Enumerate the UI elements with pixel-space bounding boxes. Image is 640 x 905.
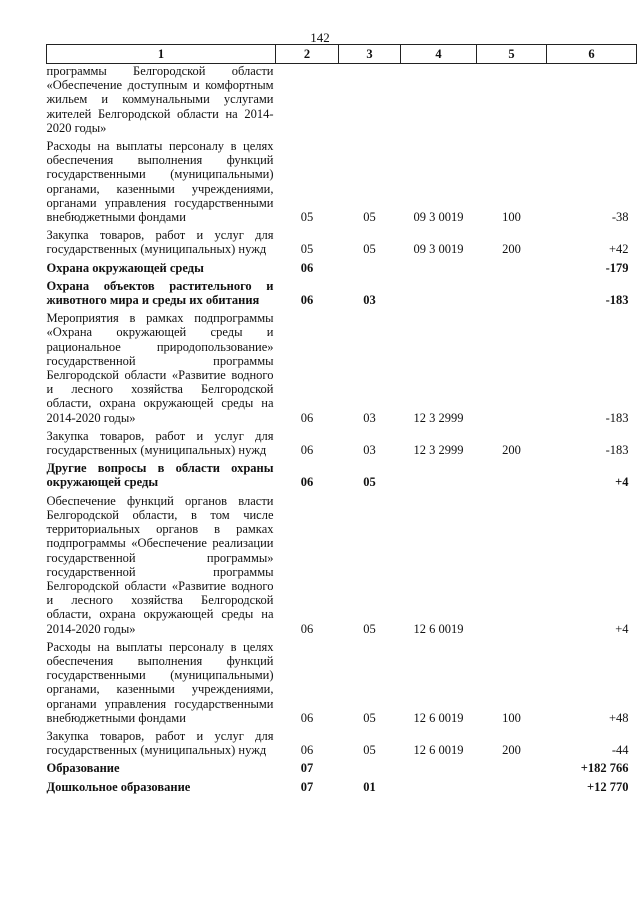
amount-change: +4 bbox=[615, 475, 629, 490]
table-row bbox=[47, 457, 637, 489]
expense-type-code bbox=[477, 776, 547, 794]
subsection-code: 05 bbox=[363, 210, 376, 225]
amount-change: -38 bbox=[611, 210, 629, 225]
subsection-code: 01 bbox=[363, 779, 376, 794]
table-row bbox=[47, 307, 637, 425]
table-row bbox=[47, 224, 637, 256]
header-col-6: 6 bbox=[547, 45, 637, 64]
target-article-code: 12 3 2999 bbox=[413, 443, 464, 458]
subsection-code: 05 bbox=[363, 242, 376, 257]
budget-table bbox=[46, 44, 637, 794]
amount-change: +182 766 bbox=[580, 761, 629, 776]
subsection-code: 03 bbox=[363, 410, 376, 425]
expense-type-code bbox=[477, 275, 547, 307]
row-name: Обеспечение функций органов власти Белгородской области, в том числе территориальных органов в рамках подпрограммы «Обеспечение реализации государственной программы» государственной программы Белгородской области «Развитие водного и лесного хозяйства Белгородской области, охрана окружающей среды на 2014-2020 годы» bbox=[46, 493, 274, 636]
target-article-code bbox=[401, 776, 477, 794]
header-col-4: 4 bbox=[401, 45, 477, 64]
table-header-row bbox=[47, 45, 637, 64]
section-code: 06 bbox=[300, 475, 314, 490]
row-name: Охрана окружающей среды bbox=[46, 260, 204, 275]
target-article-code bbox=[401, 457, 477, 489]
target-article-code bbox=[401, 257, 477, 275]
section-code: 06 bbox=[300, 710, 314, 725]
amount-change: -183 bbox=[605, 293, 629, 308]
section-code bbox=[276, 64, 339, 136]
header-col-2: 2 bbox=[276, 45, 339, 64]
target-article-code: 12 6 0019 bbox=[413, 743, 464, 758]
amount-change: +48 bbox=[608, 710, 629, 725]
subsection-code bbox=[339, 64, 401, 136]
row-name: Закупка товаров, работ и услуг для государственных (муниципальных) нужд bbox=[46, 728, 274, 758]
section-code: 05 bbox=[300, 210, 314, 225]
row-name: Закупка товаров, работ и услуг для государственных (муниципальных) нужд bbox=[46, 228, 274, 257]
section-code: 07 bbox=[300, 761, 314, 776]
section-code: 07 bbox=[300, 779, 314, 794]
row-name: Дошкольное образование bbox=[46, 779, 191, 794]
expense-type-code bbox=[477, 307, 547, 425]
section-code: 06 bbox=[300, 260, 314, 275]
expense-type-code: 200 bbox=[502, 242, 521, 257]
header-col-1: 1 bbox=[47, 45, 276, 64]
subsection-code: 05 bbox=[363, 621, 376, 636]
expense-type-code: 100 bbox=[502, 210, 521, 225]
section-code: 06 bbox=[300, 443, 314, 458]
section-code: 06 bbox=[300, 621, 314, 636]
table-row bbox=[47, 776, 637, 794]
table-row bbox=[47, 135, 637, 224]
row-name: программы Белгородской области «Обеспечение доступным и комфортным жильем и коммунальными услугами жителей Белгородской области на 2014-2020 годы» bbox=[46, 64, 274, 135]
table-row bbox=[47, 275, 637, 307]
expense-type-code: 100 bbox=[502, 710, 521, 725]
target-article-code: 12 6 0019 bbox=[413, 710, 464, 725]
table-row bbox=[47, 490, 637, 636]
amount-change: -183 bbox=[605, 410, 629, 425]
target-article-code: 09 3 0019 bbox=[413, 242, 464, 257]
target-article-code bbox=[401, 757, 477, 775]
table-row bbox=[47, 725, 637, 757]
subsection-code bbox=[339, 257, 401, 275]
section-code: 06 bbox=[300, 410, 314, 425]
page-number: 142 bbox=[310, 30, 330, 45]
target-article-code: 12 6 0019 bbox=[413, 621, 464, 636]
row-name: Мероприятия в рамках подпрограммы «Охрана окружающей среды и рациональное природопользование» государственной программы Белгородской области «Развитие водного и лесного хозяйства Белгородской области, охрана окружающей среды на 2014-2020 годы» bbox=[46, 311, 274, 425]
amount-change: +12 770 bbox=[587, 779, 629, 794]
section-code: 05 bbox=[300, 242, 314, 257]
table-row bbox=[47, 636, 637, 725]
expense-type-code bbox=[477, 257, 547, 275]
expense-type-code bbox=[477, 757, 547, 775]
amount-change bbox=[547, 64, 637, 136]
table-row bbox=[47, 425, 637, 457]
header-col-3: 3 bbox=[339, 45, 401, 64]
table-row bbox=[47, 757, 637, 775]
target-article-code bbox=[401, 64, 477, 136]
table-row bbox=[47, 64, 637, 136]
header-col-5: 5 bbox=[477, 45, 547, 64]
expense-type-code bbox=[477, 457, 547, 489]
target-article-code: 12 3 2999 bbox=[413, 410, 464, 425]
expense-type-code bbox=[477, 64, 547, 136]
row-name: Образование bbox=[46, 761, 120, 776]
amount-change: +4 bbox=[615, 621, 629, 636]
target-article-code: 09 3 0019 bbox=[413, 210, 464, 225]
subsection-code: 05 bbox=[363, 710, 376, 725]
amount-change: +42 bbox=[608, 242, 629, 257]
expense-type-code: 200 bbox=[502, 443, 521, 458]
subsection-code: 03 bbox=[363, 293, 376, 308]
amount-change: -44 bbox=[611, 743, 629, 758]
amount-change: -179 bbox=[605, 260, 629, 275]
expense-type-code: 200 bbox=[502, 743, 521, 758]
row-name: Расходы на выплаты персоналу в целях обеспечения выполнения функций государственными (муниципальными) органами, казенными учреждениями, органами управления государственными внебюджетными фондами bbox=[46, 139, 274, 225]
table-row bbox=[47, 257, 637, 275]
amount-change: -183 bbox=[605, 443, 629, 458]
row-name: Закупка товаров, работ и услуг для государственных (муниципальных) нужд bbox=[46, 428, 274, 458]
table-body bbox=[47, 64, 637, 794]
section-code: 06 bbox=[300, 743, 314, 758]
row-name: Другие вопросы в области охраны окружающей среды bbox=[46, 461, 274, 490]
subsection-code: 03 bbox=[363, 443, 376, 458]
subsection-code: 05 bbox=[363, 743, 376, 758]
target-article-code bbox=[401, 275, 477, 307]
expense-type-code bbox=[477, 490, 547, 636]
row-name: Охрана объектов растительного и животного мира и среды их обитания bbox=[46, 278, 274, 308]
row-name: Расходы на выплаты персоналу в целях обеспечения выполнения функций государственными (муниципальными) органами, казенными учреждениями, органами управления государственными внебюджетными фондами bbox=[46, 639, 274, 725]
subsection-code: 05 bbox=[363, 475, 376, 490]
section-code: 06 bbox=[300, 293, 314, 308]
subsection-code bbox=[339, 757, 401, 775]
